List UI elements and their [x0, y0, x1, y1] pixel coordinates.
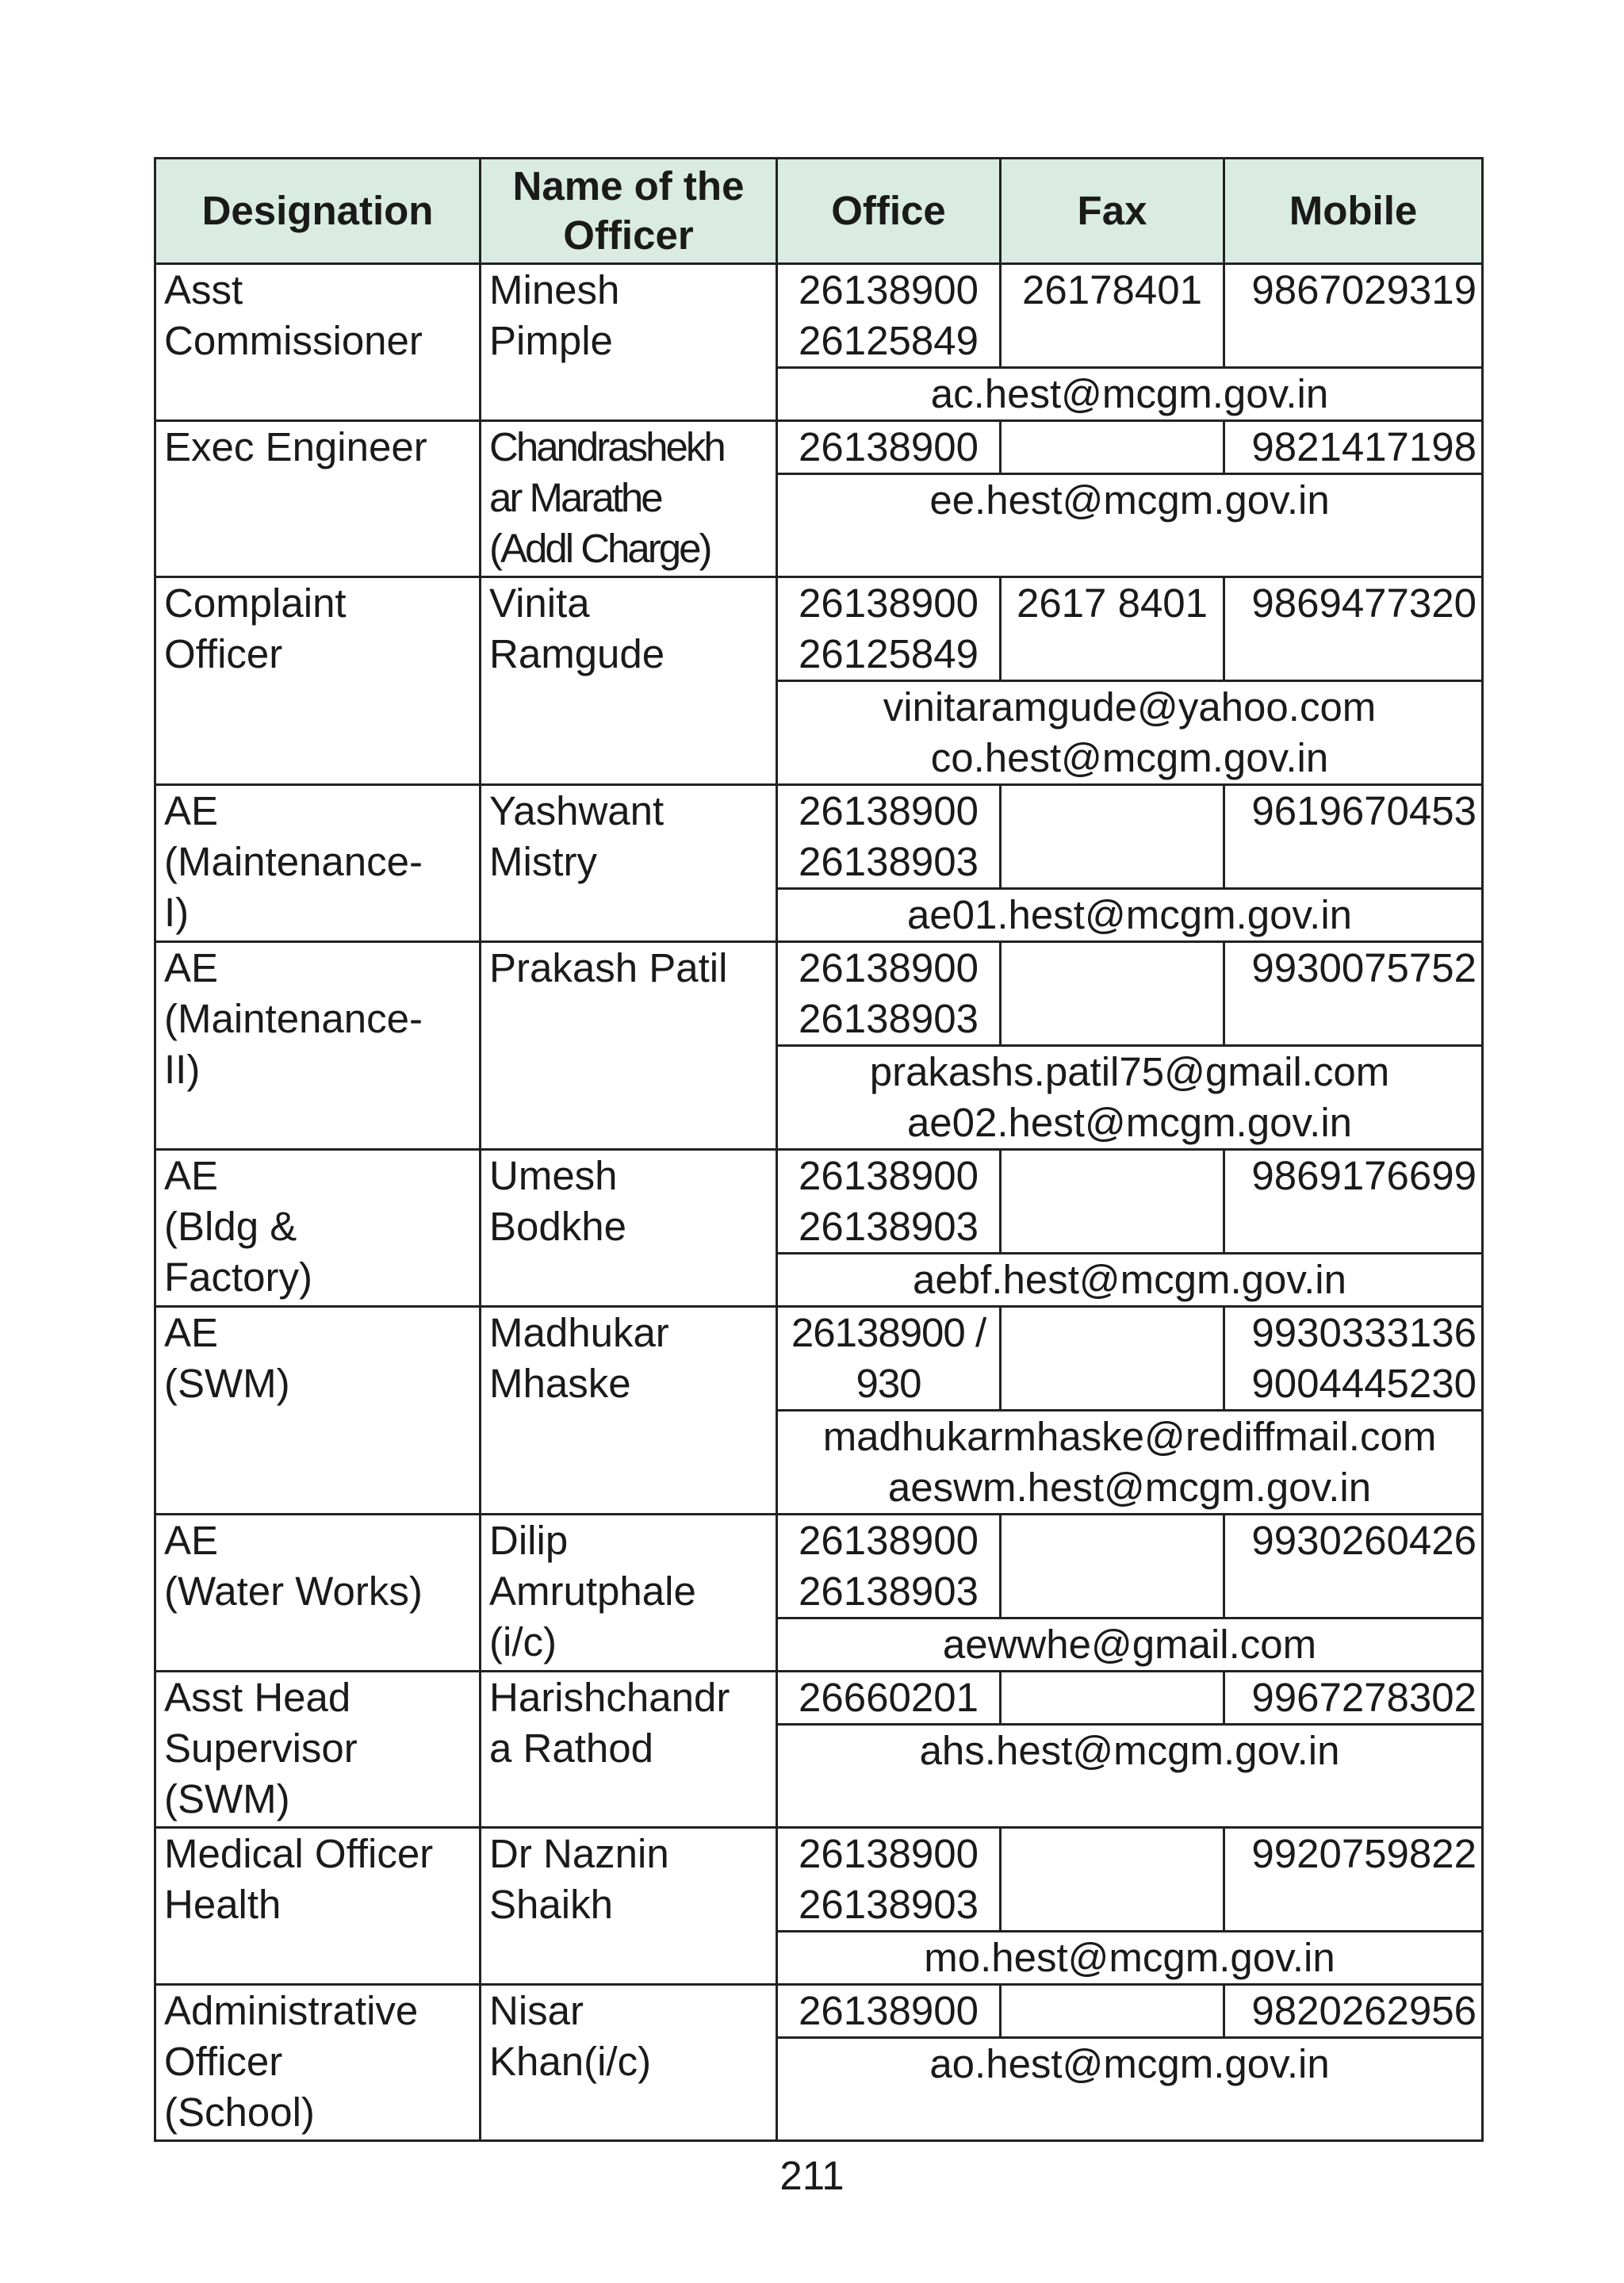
email-cell: ahs.hest@mcgm.gov.in	[777, 1725, 1483, 1828]
officer-name-cell: Minesh Pimple	[481, 264, 777, 421]
fax-cell	[1001, 1515, 1224, 1618]
table-row	[155, 1150, 1483, 1254]
fax-cell	[1001, 1828, 1224, 1932]
page-number: 211	[779, 2153, 845, 2198]
mobile-cell: 9930260426	[1224, 1515, 1483, 1618]
office-phone-cell: 26660201	[777, 1672, 1001, 1725]
officer-name-cell: Vinita Ramgude	[481, 577, 777, 785]
officer-name-cell: Dr Naznin Shaikh	[481, 1828, 777, 1985]
designation-cell: Complaint Officer	[155, 577, 481, 785]
designation-cell: AE (SWM)	[155, 1307, 481, 1515]
fax-cell	[1001, 1307, 1224, 1411]
designation-cell: Asst Commissioner	[155, 264, 481, 421]
email-cell: prakashs.patil75@gmail.com ae02.hest@mcgm.gov.in	[777, 1046, 1483, 1150]
contacts-table	[154, 157, 1484, 2142]
office-phone-cell: 26138900	[777, 1985, 1001, 2038]
officer-name-cell: Yashwant Mistry	[481, 785, 777, 942]
header-fax: Fax	[1001, 159, 1224, 264]
officer-name-cell: Chandrashekh ar Marathe (Addl Charge)	[481, 421, 777, 577]
header-office: Office	[777, 159, 1001, 264]
fax-cell	[1001, 1150, 1224, 1254]
designation-cell: Medical Officer Health	[155, 1828, 481, 1985]
table-row	[155, 421, 1483, 474]
header-name: Name of the Officer	[481, 159, 777, 264]
table-row	[155, 264, 1483, 368]
office-phone-cell: 26138900 / 930	[777, 1307, 1001, 1411]
designation-cell: Administrative Officer (School)	[155, 1985, 481, 2141]
designation-cell: AE (Water Works)	[155, 1515, 481, 1672]
mobile-cell: 9869176699	[1224, 1150, 1483, 1254]
fax-cell	[1001, 1672, 1224, 1725]
mobile-cell: 9930333136 9004445230	[1224, 1307, 1483, 1411]
table-row	[155, 1515, 1483, 1618]
table-row	[155, 1307, 1483, 1411]
header-mobile: Mobile	[1224, 159, 1483, 264]
office-phone-cell: 26138900	[777, 421, 1001, 474]
fax-cell	[1001, 1985, 1224, 2038]
mobile-cell: 9821417198	[1224, 421, 1483, 474]
office-phone-cell: 26138900 26125849	[777, 577, 1001, 681]
table-row	[155, 1828, 1483, 1932]
office-phone-cell: 26138900 26138903	[777, 1828, 1001, 1932]
table-row	[155, 577, 1483, 681]
mobile-cell: 9867029319	[1224, 264, 1483, 368]
table-row	[155, 1672, 1483, 1725]
officer-name-cell: Harishchandr a Rathod	[481, 1672, 777, 1828]
mobile-cell: 9967278302	[1224, 1672, 1483, 1725]
designation-cell: AE (Maintenance- II)	[155, 942, 481, 1150]
header-row	[155, 159, 1483, 264]
officer-name-cell: Prakash Patil	[481, 942, 777, 1150]
email-cell: ao.hest@mcgm.gov.in	[777, 2038, 1483, 2141]
fax-cell: 2617 8401	[1001, 577, 1224, 681]
email-cell: aebf.hest@mcgm.gov.in	[777, 1254, 1483, 1307]
officer-name-cell: Madhukar Mhaske	[481, 1307, 777, 1515]
table-row	[155, 1985, 1483, 2038]
header-designation: Designation	[155, 159, 481, 264]
mobile-cell: 9869477320	[1224, 577, 1483, 681]
fax-cell	[1001, 942, 1224, 1046]
fax-cell	[1001, 421, 1224, 474]
mobile-cell: 9930075752	[1224, 942, 1483, 1046]
designation-cell: AE (Maintenance- I)	[155, 785, 481, 942]
designation-cell: Exec Engineer	[155, 421, 481, 577]
office-phone-cell: 26138900 26138903	[777, 785, 1001, 889]
office-phone-cell: 26138900 26138903	[777, 942, 1001, 1046]
email-cell: madhukarmhaske@rediffmail.com aeswm.hest@mcgm.gov.in	[777, 1411, 1483, 1515]
office-phone-cell: 26138900 26138903	[777, 1150, 1001, 1254]
email-cell: ee.hest@mcgm.gov.in	[777, 474, 1483, 577]
fax-cell	[1001, 785, 1224, 889]
officer-name-cell: Dilip Amrutphale (i/c)	[481, 1515, 777, 1672]
table-row	[155, 785, 1483, 889]
office-phone-cell: 26138900 26125849	[777, 264, 1001, 368]
email-cell: ac.hest@mcgm.gov.in	[777, 368, 1483, 421]
table-row	[155, 942, 1483, 1046]
email-cell: vinitaramgude@yahoo.com co.hest@mcgm.gov.in	[777, 681, 1483, 785]
officer-name-cell: Nisar Khan(i/c)	[481, 1985, 777, 2141]
email-cell: aewwhe@gmail.com	[777, 1618, 1483, 1672]
designation-cell: Asst Head Supervisor (SWM)	[155, 1672, 481, 1828]
officer-name-cell: Umesh Bodkhe	[481, 1150, 777, 1307]
designation-cell: AE (Bldg & Factory)	[155, 1150, 481, 1307]
fax-cell: 26178401	[1001, 264, 1224, 368]
mobile-cell: 9820262956	[1224, 1985, 1483, 2038]
office-phone-cell: 26138900 26138903	[777, 1515, 1001, 1618]
email-cell: mo.hest@mcgm.gov.in	[777, 1932, 1483, 1985]
email-cell: ae01.hest@mcgm.gov.in	[777, 889, 1483, 942]
mobile-cell: 9619670453	[1224, 785, 1483, 889]
mobile-cell: 9920759822	[1224, 1828, 1483, 1932]
